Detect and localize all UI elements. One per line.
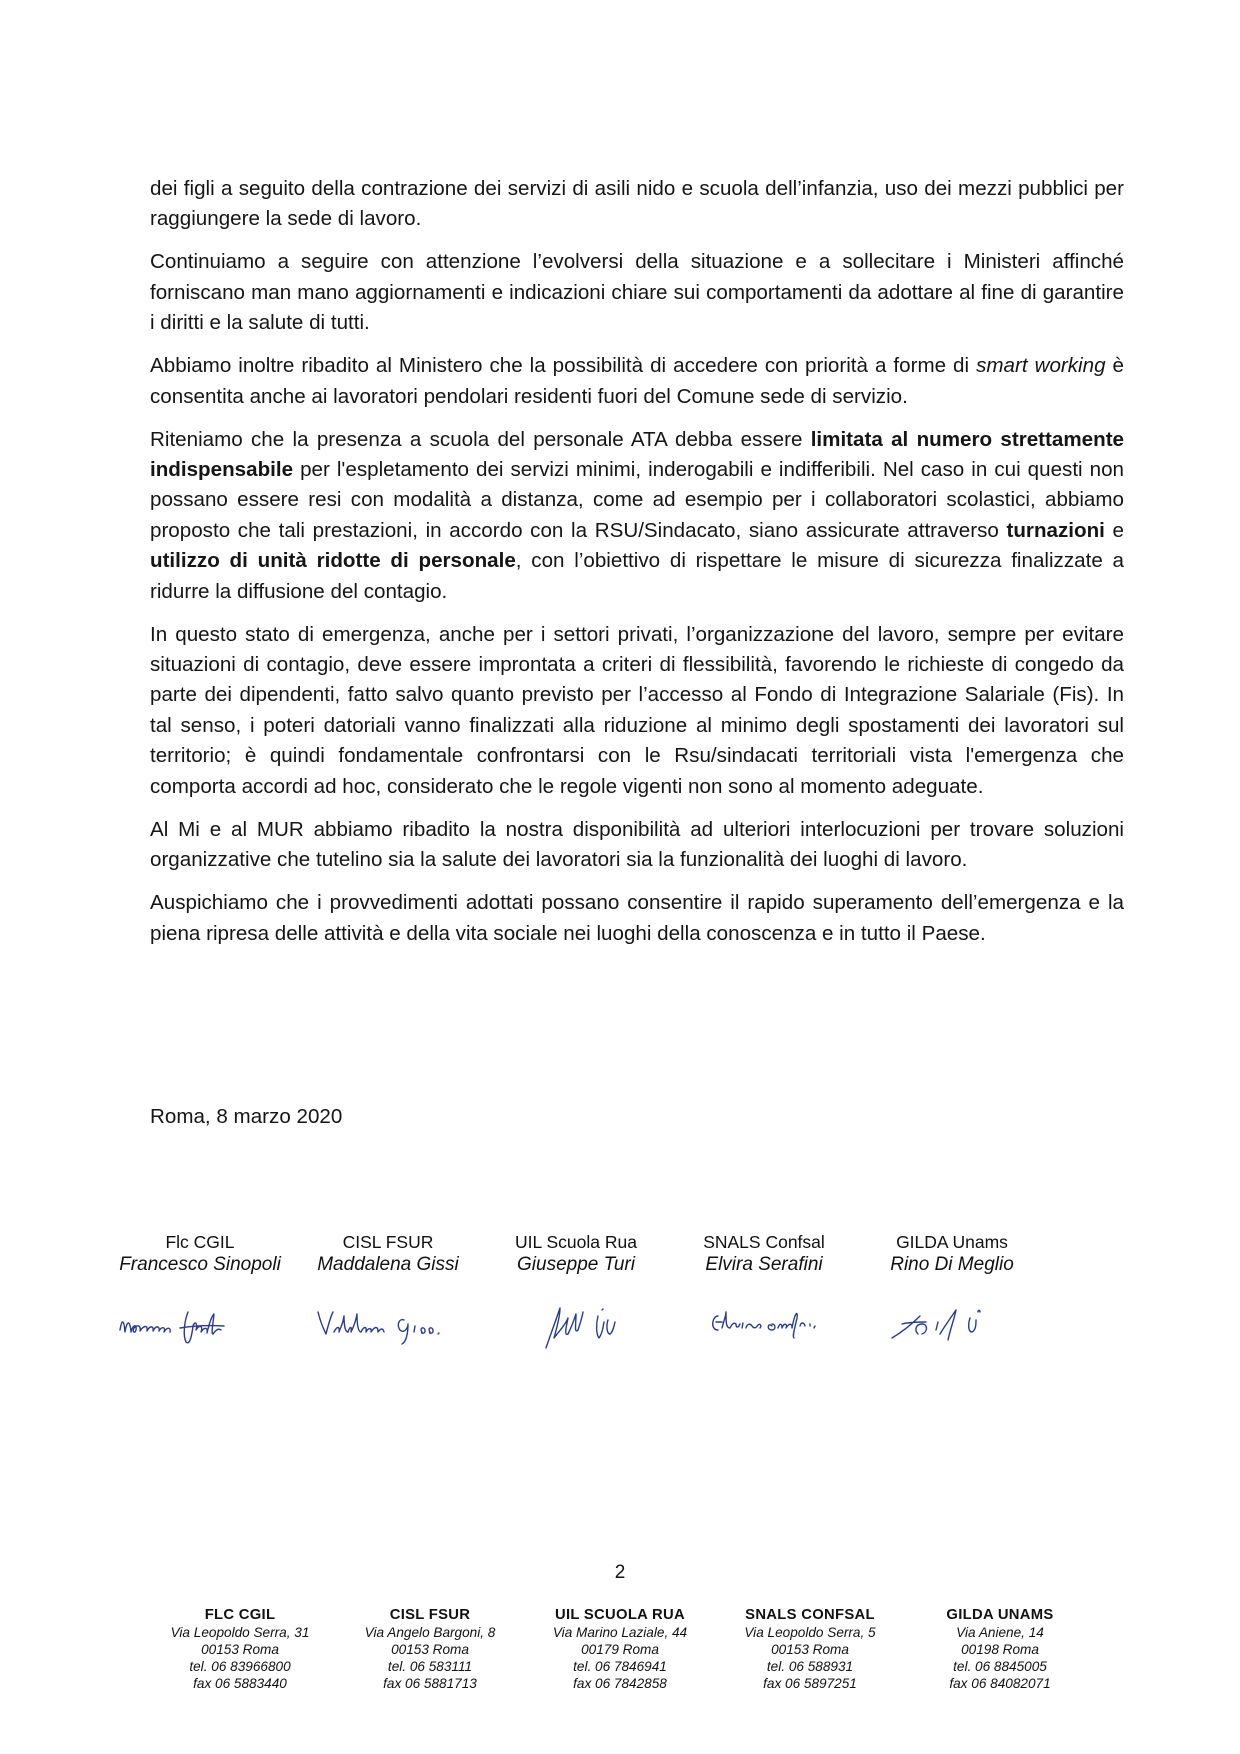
paragraph-7: Auspichiamo che i provvedimenti adottati possano consentire il rapido superamento dell’emergenza e la piena ripresa delle attività e della vita sociale nei luoghi della conoscenza e in tutto il Paese. xyxy=(150,891,1124,945)
footer-tel: tel. 06 7846941 xyxy=(573,1659,667,1674)
footer-city: 00179 Roma xyxy=(581,1642,659,1657)
footer-org-name: FLC CGIL xyxy=(204,1607,276,1623)
footer-city: 00153 Roma xyxy=(201,1642,279,1657)
signatory-name: Francesco Sinopoli xyxy=(119,1254,281,1275)
paragraph-3 xyxy=(150,351,1124,412)
signatory-block xyxy=(288,1232,488,1277)
footer-address: Via Aniene, 14 xyxy=(956,1625,1044,1640)
paragraph-6: Al Mi e al MUR abbiamo ribadito la nostra disponibilità ad ulteriori interlocuzioni per trovare soluzioni organizzative che tutelino sia la salute dei lavoratori sia la funzionalità dei luoghi di lavoro. xyxy=(150,817,1124,872)
signatory-name: Rino Di Meglio xyxy=(890,1254,1014,1275)
footer-fax: fax 06 84082071 xyxy=(949,1676,1051,1691)
footer-org-name: UIL SCUOLA RUA xyxy=(555,1607,685,1623)
signatory-block xyxy=(100,1232,300,1277)
signatory-name: Elvira Serafini xyxy=(705,1254,823,1275)
footer-org-block xyxy=(145,1606,335,1692)
footer-fax: fax 06 5881713 xyxy=(383,1676,477,1691)
signature-turi-icon xyxy=(476,1290,676,1350)
footer-tel: tel. 06 83966800 xyxy=(189,1659,291,1674)
footer-tel: tel. 06 588931 xyxy=(766,1659,854,1674)
footer-org-name: CISL FSUR xyxy=(389,1607,471,1623)
footer-org-block xyxy=(335,1606,525,1692)
footer-city: 00198 Roma xyxy=(961,1642,1039,1657)
footer-tel: tel. 06 583111 xyxy=(387,1659,473,1674)
signatory-org: Flc CGIL xyxy=(165,1232,235,1252)
footer-fax: fax 06 5897251 xyxy=(763,1676,857,1691)
paragraph-4-text-d: , con l’obiettivo di rispettare le misure di sicurezza finalizzate a ridurre la diffusione del contagio. xyxy=(150,549,1124,603)
signatory-name: Giuseppe Turi xyxy=(517,1254,635,1275)
paragraph-1: dei figli a seguito della contrazione dei servizi di asili nido e scuola dell’infanzia, uso dei mezzi pubblici per raggiungere la sede di lavoro. xyxy=(150,177,1124,231)
paragraph-4-text-a: Riteniamo che la presenza a scuola del personale ATA debba essere xyxy=(150,427,811,451)
signatory-org: GILDA Unams xyxy=(896,1232,1008,1252)
footer-city: 00153 Roma xyxy=(771,1642,849,1657)
footer-address: Via Angelo Bargoni, 8 xyxy=(364,1625,496,1640)
footer-org-name: GILDA UNAMS xyxy=(946,1607,1054,1623)
paragraph-4-bold-2: turnazioni xyxy=(1006,518,1105,542)
signature-serafini-icon xyxy=(664,1290,864,1350)
signature-dimeglio-icon xyxy=(852,1290,1052,1350)
footer-address: Via Leopoldo Serra, 31 xyxy=(170,1625,310,1640)
paragraph-4-bold-1: limitata al numero strettamente indispensabile xyxy=(150,427,1125,482)
paragraph-3-text-b: è consentita anche ai lavoratori pendolari residenti fuori del Comune sede di servizio. xyxy=(150,354,1124,408)
paragraph-4 xyxy=(150,425,1124,607)
footer-tel: tel. 06 8845005 xyxy=(953,1659,1047,1674)
footer-city: 00153 Roma xyxy=(391,1642,469,1657)
paragraph-2: Continuiamo a seguire con attenzione l’evolversi della situazione e a sollecitare i Ministeri affinché forniscano man mano aggiornamenti e indicazioni chiare sui comportamenti da adottare al fine di garantire i diritti e la salute di tutti. xyxy=(150,250,1124,335)
signatory-block xyxy=(664,1232,864,1277)
footer-org-block xyxy=(525,1606,715,1692)
page-number: 2 xyxy=(614,1562,626,1583)
signatory-block xyxy=(852,1232,1052,1277)
paragraph-4-bold-3: utilizzo di unità ridotte di personale xyxy=(150,549,516,573)
signatory-name: Maddalena Gissi xyxy=(317,1254,459,1275)
smart-working-emphasis: smart working xyxy=(976,354,1106,378)
signatory-block xyxy=(476,1232,676,1277)
footer-org-block xyxy=(715,1606,905,1692)
paragraph-3-text-a: Abbiamo inoltre ribadito al Ministero che la possibilità di accedere con priorità a forme di xyxy=(150,354,977,378)
signatory-org: CISL FSUR xyxy=(342,1232,434,1252)
signatory-org: UIL Scuola Rua xyxy=(515,1232,637,1252)
letter-body xyxy=(150,174,1124,962)
footer-fax: fax 06 7842858 xyxy=(573,1676,667,1691)
paragraph-4-text-c: e xyxy=(1104,518,1124,542)
footer-org-block xyxy=(905,1606,1095,1692)
paragraph-5: In questo stato di emergenza, anche per i settori privati, l’organizzazione del lavoro, sempre per evitare situazioni di contagio, deve essere improntata a criteri di flessibilità, favorendo le richieste di congedo da parte dei dipendenti, fatto salvo quanto previsto per l’accesso al Fondo di Integrazione Salariale (Fis). In tal senso, i poteri datoriali vanno finalizzati alla riduzione al minimo degli spostamenti dei lavoratori sul territorio; è quindi fondamentale confrontarsi con le Rsu/sindacati territoriali vista l'emergenza che comporta accordi ad hoc, considerato che le regole vigenti non sono al momento adeguate. xyxy=(150,622,1124,798)
paragraph-4-text-b: per l'espletamento dei servizi minimi, inderogabili e indifferibili. Nel caso in cui questi non possano essere resi con modalità a distanza, come ad esempio per i collaboratori scolastici, abbiamo proposto che tali prestazioni, in accordo con la RSU/Sindacato, siano assicurate attraverso xyxy=(150,458,1124,542)
footer-org-name: SNALS CONFSAL xyxy=(745,1607,875,1623)
date-line: Roma, 8 marzo 2020 xyxy=(150,1105,343,1128)
signature-sinopoli-icon xyxy=(100,1290,300,1350)
footer-address: Via Leopoldo Serra, 5 xyxy=(744,1625,876,1640)
signature-gissi-icon xyxy=(288,1290,488,1350)
signatory-org: SNALS Confsal xyxy=(703,1232,825,1252)
footer-fax: fax 06 5883440 xyxy=(193,1676,287,1691)
footer-address: Via Marino Laziale, 44 xyxy=(552,1625,688,1640)
